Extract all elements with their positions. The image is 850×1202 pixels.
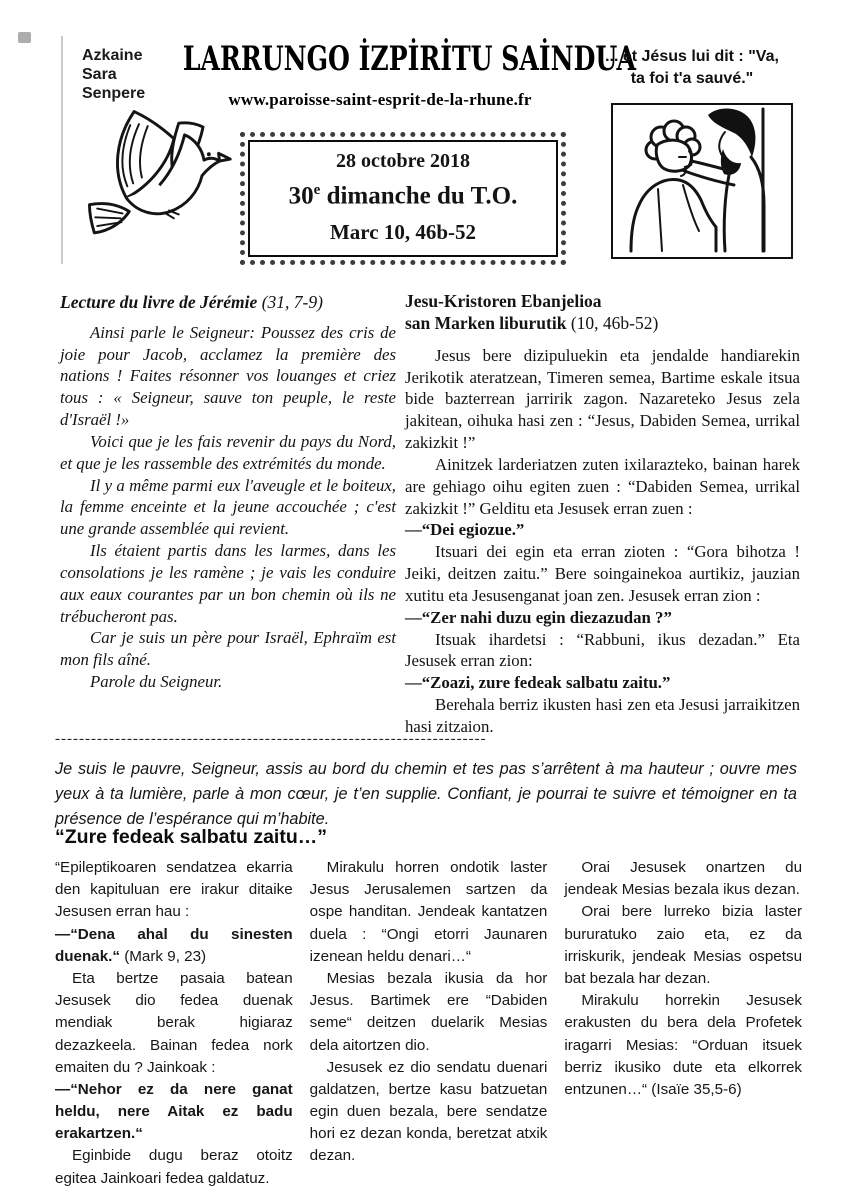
town-azkaine: Azkaine: [82, 47, 143, 64]
commentary-paragraph: Jesusek ez dio sendatu duenari galdatzen, bertze kasu batzuetan egin duen bezala, bere sendatze hori ez dezan konda, beretzat atxik dezan.: [309, 1058, 548, 1165]
first-reading-title: Lecture du livre de Jérémie (31, 7-9): [60, 292, 323, 312]
gospel-title: Jesu-Kristoren Ebanjelioa san Marken liburutik (10, 46b-52): [405, 291, 659, 333]
commentary-column-3: [564, 857, 802, 1190]
commentary-column-1: [55, 857, 293, 1190]
gospel-dialogue-line: —“Dei egiozue.”: [405, 520, 525, 540]
commentary-paragraph: Eginbide dugu beraz otoitz egitea Jainkoari fedea galdatuz.: [55, 1147, 293, 1187]
gospel-paragraph: Ainitzek larderiatzen zuten ixilarazteko, bainan harek are gehiago oihu egiten zuen : “Dabiden Semea, urrikal zakizkit !” Gelditu eta Jesusek erran zuen :: [405, 454, 800, 518]
commentary-dialogue-line: —“Dena ahal du sinesten duenak.“ (Mark 9, 23): [55, 925, 293, 965]
gospel-paragraph: Jesus bere dizipuluekin eta jendalde handiarekin Jerikotik ateratzean, Timeren semea, Bartime eskale itsua bide bazterrean jarririk zagon. Nazareteko Jesus zela jakitean, oihuka hasi zen : “Jesus, Dabiden Semea, urrikal zakizkit !”: [405, 345, 800, 453]
gospel-reference: Marc 10, 46b-52: [329, 220, 476, 245]
gospel-quote-line2: ta foi t'a sauvé.": [630, 69, 754, 87]
gospel-paragraph: Berehala berriz ikusten hasi zen eta Jesusi jarraikitzen hasi zitzaion.: [405, 695, 800, 736]
gospel-dialogue-line: —“Zoazi, zure fedeak salbatu zaitu.”: [405, 673, 671, 693]
commentary-dialogue-line: —“Nehor ez da nere ganat heldu, nere Aitak ez badu erakartzen.“: [55, 1080, 293, 1143]
dashed-separator: ------------------------------------------------------------------------: [55, 731, 487, 747]
commentary-column-2: [310, 857, 548, 1190]
gospel-paragraph: Itsuari dei egin eta erran zioten : “Gora bihotza ! Jeiki, deitzen zaitu.” Bere soingainekoa aurtikiz, jauzian xutitu eta Jesusenganat joan zen. Jesusek erran zion :: [405, 542, 800, 605]
commentary-paragraph: Mirakulu horrekin Jesusek erakusten du bera dela Profetek iragarri Mesias: “Orduan itsuek berriz ikusiko dute eta elkorrek entzunen…“ (Isaïe 35,5-6): [564, 992, 803, 1098]
bulletin-title: LARRUNGO İZPİRİTU SAİNDUA: [182, 40, 636, 79]
town-senpere: Senpere: [82, 84, 146, 102]
date-box-inner: [248, 140, 558, 257]
scan-artifact-mark: [18, 32, 31, 43]
town-sara: Sara: [82, 65, 117, 83]
gospel-quote-line1: ... et Jésus lui dit : "Va,: [605, 48, 779, 65]
scan-artifact-line: [61, 36, 63, 264]
sunday-title: 30e dimanche du T.O.: [288, 182, 518, 210]
jesus-healing-icon: [611, 103, 793, 259]
first-reading-paragraph: Parole du Seigneur.: [90, 672, 223, 691]
commentary-paragraph: Mirakulu horren ondotik laster Jesus Jerusalemen sartzen da ospe handitan. Jendeak kantatzen duela : “Ongi etorri Jaunaren izenean heldu denari…“: [309, 859, 548, 965]
parish-website-url: www.paroisse-saint-esprit-de-la-rhune.fr: [228, 90, 532, 109]
commentary-columns: [55, 857, 802, 1190]
gospel-dialogue-line: —“Zer nahi duzu egin diezazudan ?”: [405, 607, 672, 627]
first-reading-paragraph: Ils étaient partis dans les larmes, dans les consolations je les ramène ; je vais les conduire aux eaux courantes par un bon chemin où ils ne trébucheront pas.: [60, 541, 396, 626]
commentary-heading: “Zure fedeak salbatu zaitu…”: [55, 826, 327, 848]
gospel-quote-caption: [584, 46, 800, 89]
parish-towns: [82, 47, 145, 104]
prayer-text: Je suis le pauvre, Seigneur, assis au bord du chemin et tes pas s’arrêtent à ma hauteur ; ouvre mes yeux à ta lumière, parle à mon cœur, je t’en supplie. Confiant, je pourrai te suivre et témoigner en ta présence de l’espérance qui m’habite.: [55, 760, 797, 828]
commentary-paragraph: Orai Jesusek onartzen du jendeak Mesias bezala ikus dezan.: [564, 859, 803, 899]
commentary-paragraph: Eta bertze pasaia batean Jesusek dio fedea duenak mendiak berak higiaraz dezazkeela. Bainan fedea nork emaiten du ? Jainkoak :: [55, 969, 293, 1076]
first-reading-paragraph: Ainsi parle le Seigneur: Poussez des cris de joie pour Jacob, acclamez la première des nations ! Faites résonner vos louanges et criez tous : « Seigneur, sauve ton peuple, le reste d'Israël !»: [60, 322, 396, 430]
bulletin-date: 28 octobre 2018: [335, 150, 471, 172]
gospel-column: [405, 291, 800, 738]
first-reading-column: [60, 291, 396, 738]
commentary-paragraph: Orai bere lurreko bizia laster bururatuko zaio eta, ez da irriskurik, jendeak Mesias ospetsu bat bezala har dezan.: [564, 903, 803, 987]
commentary-paragraph: Mesias bezala ikusia da hor Jesus. Bartimek ere “Dabiden seme“ deitzen duelarik Mesias dela aitortzen dio.: [309, 969, 548, 1054]
dove-icon: [72, 103, 237, 255]
date-box: [240, 132, 566, 265]
commentary-paragraph: “Epileptikoaren sendatzea ekarria den kapituluan ere irakur ditaike Jesusen erran hau :: [55, 859, 293, 921]
first-reading-paragraph: Voici que je les fais revenir du pays du Nord, et que je les rassemble des extrémités du monde.: [60, 431, 396, 473]
gospel-paragraph: Itsuak ihardetsi : “Rabbuni, ikus dezadan.” Eta Jesusek erran zion:: [405, 629, 800, 671]
first-reading-paragraph: Il y a même parmi eux l'aveugle et le boiteux, la femme enceinte et la jeune accouchée ; c'est une grande assemblée qui revient.: [60, 475, 396, 539]
readings-section: [60, 291, 800, 738]
first-reading-paragraph: Car je suis un père pour Israël, Ephraïm est mon fils aîné.: [60, 628, 396, 670]
